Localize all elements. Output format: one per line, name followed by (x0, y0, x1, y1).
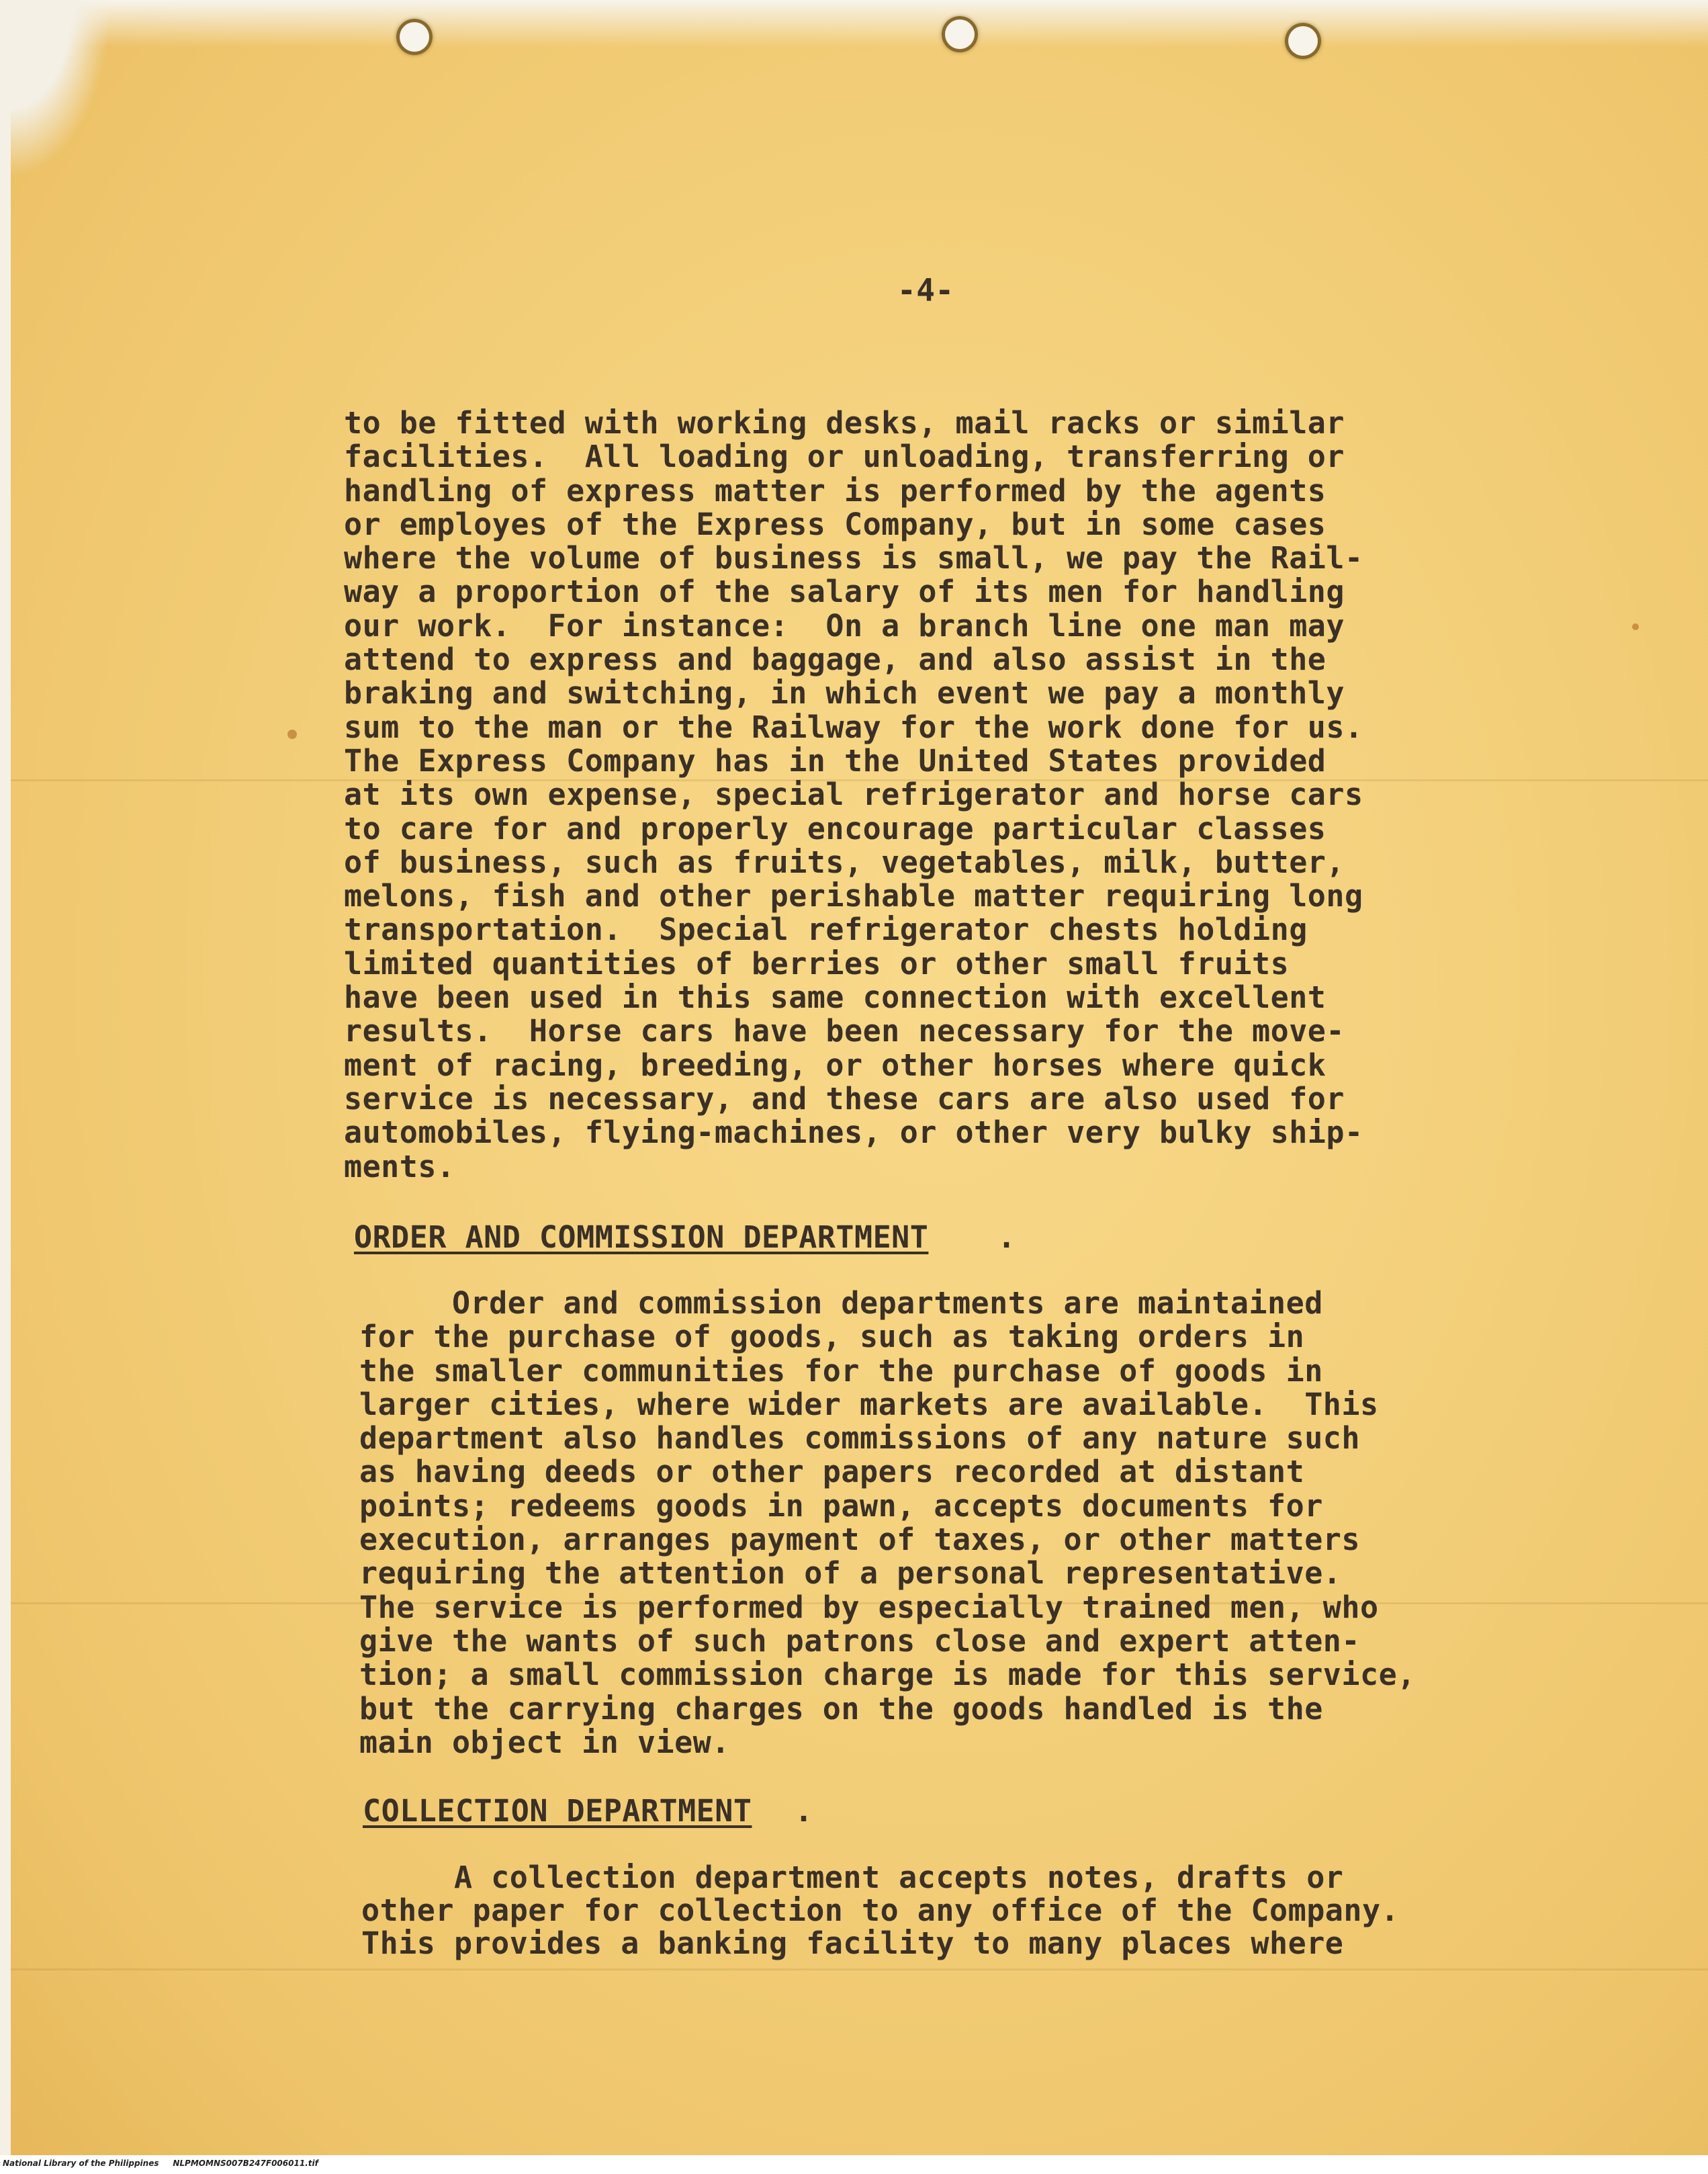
paper-stain (1632, 623, 1639, 630)
body-paragraph-3: A collection department accepts notes, drafts or other paper for collection to any office of the Company. This provides a banking facility to many places where (361, 1860, 1400, 1961)
punch-hole (396, 19, 433, 55)
archive-footer-label: National Library of the Philippines NLPMOMNS007B247F006011.tif (3, 2159, 318, 2168)
body-paragraph-2: Order and commission departments are maintained for the purchase of goods, such as taking orders in the smaller communities for the purchase of goods in larger cities, where wider markets are available. This department also handles commissions of any nature such as having deeds or other papers recorded at distant points; redeems goods in pawn, accepts documents for execution, arranges payment of taxes, or other matters requiring the attention of a personal representative. The service is performed by especially trained men, who give the wants of such patrons close and expert atten- tion; a small commission charge is made for this service, but the carrying charges on the goods handled is the main object in view. (359, 1285, 1416, 1760)
punch-hole (1285, 23, 1321, 59)
page-number: -4- (897, 272, 954, 308)
paper-crease (11, 1968, 1708, 1970)
torn-corner (11, 0, 125, 202)
paper-top-edge (11, 0, 1708, 47)
body-paragraph-1: to be fitted with working desks, mail racks or similar facilities. All loading or unloading, transferring or handling of express matter is performed by the agents or employes of the Express Company, but in some cases where the volume of business is small, we pay the Rail- way a proportion of the salary of its men for handling our work. For instance: On a branch line one man may attend to express and baggage, and also assist in the braking and switching, in which event we pay a monthly sum to the man or the Railway for the work done for us. The Express Company has in the United States provided at its own expense, special refrigerator and horse cars to care for and properly encourage particular classes of business, such as fruits, vegetables, milk, butter, melons, fish and other perishable matter requiring long transportation. Special refrigerator chests holding limited quantities of berries or other small fruits have been used in this same connection with excellent results. Horse cars have been necessary for the move- ment of racing, breeding, or other horses where quick service is necessary, and these cars are also used for automobiles, flying-machines, or other very bulky ship- ments. (344, 405, 1363, 1184)
heading-collection: COLLECTION DEPARTMENT (363, 1793, 752, 1829)
heading-period: . (795, 1793, 813, 1829)
heading-period: . (997, 1219, 1016, 1255)
heading-order-commission: ORDER AND COMMISSION DEPARTMENT (354, 1219, 929, 1255)
paper-stain (287, 730, 297, 739)
punch-hole (942, 16, 978, 52)
scan-margin (0, 0, 11, 2174)
